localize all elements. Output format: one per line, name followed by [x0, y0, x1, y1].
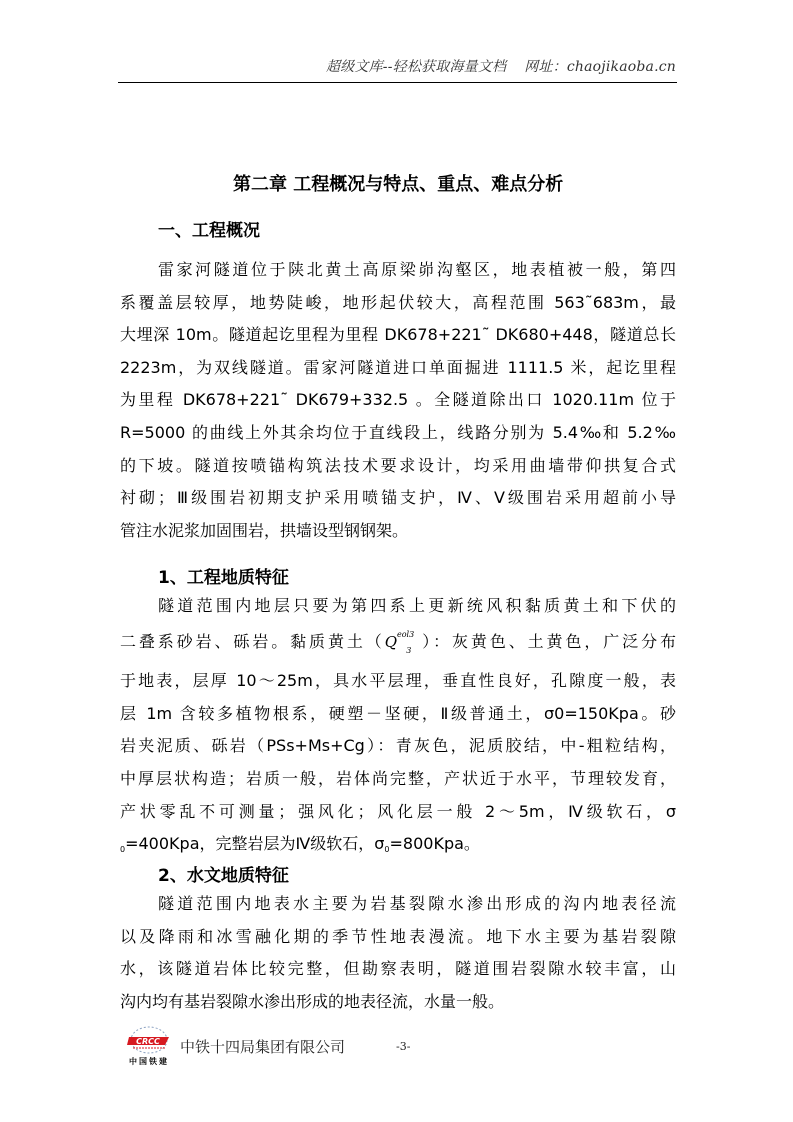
chapter-title: 第二章 工程概况与特点、重点、难点分析: [233, 174, 564, 195]
overview-paragraph: [120, 254, 676, 547]
svg-text:CRCC: CRCC: [136, 1037, 160, 1046]
paragraph-line: 为里程 DK678+221˜ DK679+332.5 。全隧道除出口 1020.11m 位于: [120, 390, 676, 410]
paragraph-line: 衬砌；Ⅲ级围岩初期支护采用喷锚支护，Ⅳ、Ⅴ级围岩采用超前小导: [120, 488, 676, 508]
paragraph-line: 沟内均有基岩裂隙水渗出形成的地表径流，水量一般。: [120, 991, 505, 1011]
header-library-name: 超级文库--轻松获取海量文档: [325, 59, 507, 75]
text-fragment: ）：灰黄色、土黄色，广泛分布: [419, 631, 676, 651]
paragraph-line: 于地表，层厚 10～25m，具水平层理，垂直性良好，孔隙度一般，表: [120, 671, 676, 691]
text-fragment: =400Kpa，完整岩层为Ⅳ级软石，σ: [125, 834, 385, 854]
paragraph-line: 层 1m 含较多植物根系，硬塑－坚硬，Ⅱ级普通土，σ0=150Kpa。砂: [120, 703, 676, 723]
text-fragment: =800Kpa。: [389, 834, 480, 854]
page-number: -3-: [396, 1040, 411, 1053]
footer-company-name: 中铁十四局集团有限公司: [180, 1038, 346, 1056]
loess-formula-symbol: [384, 629, 420, 655]
paragraph-line: R=5000 的曲线上外其余均位于直线段上，线路分别为 5.4‰和 5.2‰: [120, 422, 676, 442]
paragraph-line: 岩夹泥质、砾岩（PSs+Ms+Cg）：青灰色，泥质胶结，中-粗粒结构，: [120, 736, 676, 756]
geology-paragraph: [120, 590, 676, 867]
sigma-subscript: 0: [120, 845, 126, 855]
paragraph-line: 以及降雨和冰雪融化期的季节性地表漫流。地下水主要为基岩裂隙: [120, 926, 676, 946]
section-heading-overview: 一、工程概况: [158, 221, 260, 241]
paragraph-line: 隧道范围内地层只要为第四系上更新统风积黏质黄土和下伏的: [158, 596, 676, 615]
header-url: chaojikaoba.cn: [566, 59, 676, 75]
paragraph-line: 水，该隧道岩体比较完整，但勘察表明，隧道围岩裂隙水较丰富，山: [120, 959, 676, 979]
paragraph-line: [120, 623, 676, 666]
paragraph-line: 管注水泥浆加固围岩，拱墙设型钢钢架。: [120, 520, 409, 540]
page-header: [300, 56, 676, 76]
formula-subscript: 3: [406, 645, 412, 655]
paragraph-line: 雷家河隧道位于陕北黄土高原梁峁沟壑区，地表植被一般，第四: [158, 260, 676, 279]
paragraph-line: 2223m，为双线隧道。雷家河隧道进口单面掘进 1111.5 米，起讫里程: [120, 357, 676, 377]
crcc-logo-icon: [125, 1024, 173, 1066]
header-url-label: 网址：: [524, 59, 567, 75]
hydrogeology-paragraph: [120, 888, 676, 1018]
text-fragment: 二叠系砂岩、砾岩。黏质黄土（: [120, 631, 385, 651]
paragraph-line: 的下坡。隧道按喷锚构筑法技术要求设计，均采用曲墙带仰拱复合式: [120, 455, 676, 475]
paragraph-line: 中厚层状构造；岩质一般，岩体尚完整，产状近于水平，节理较发育，: [120, 768, 676, 788]
paragraph-line: 产状零乱不可测量；强风化；风化层一般 2～5m，Ⅳ级软石，σ: [120, 801, 676, 821]
subsection-heading-hydrogeology: 2、水文地质特征: [158, 866, 289, 886]
paragraph-line: 系覆盖层较厚，地势陡峻，地形起伏较大，高程范围 563˜683m，最: [120, 292, 676, 312]
svg-text:中国铁建: 中国铁建: [129, 1057, 169, 1066]
paragraph-line: 大埋深 10m。隧道起讫里程为里程 DK678+221˜ DK680+448，隧道总长: [120, 325, 676, 345]
formula-base: Q: [384, 632, 397, 651]
subsection-heading-geology: 1、工程地质特征: [158, 568, 289, 588]
formula-superscript: eol3: [397, 629, 415, 639]
sigma-subscript: 0: [384, 845, 390, 855]
paragraph-line: 隧道范围内地表水主要为岩基裂隙水渗出形成的沟内地表径流: [158, 894, 676, 913]
header-divider: [118, 82, 677, 83]
